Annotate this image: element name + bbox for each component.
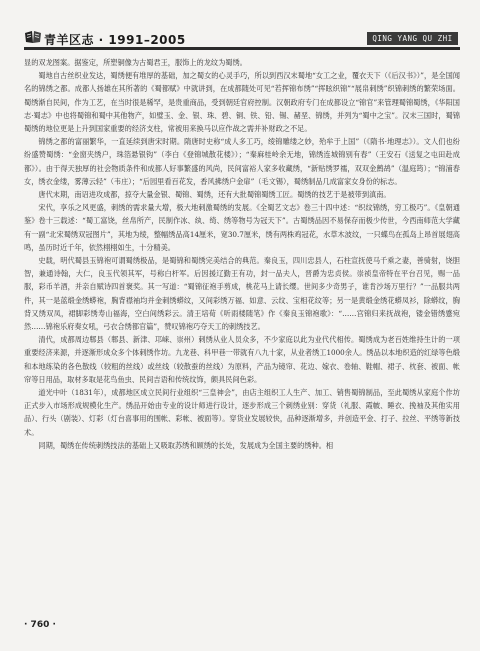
paragraph: 清代，成都周边郫县（郫县、新津、邛崃、崇州）刺绣从业人员众多，不少家庭以此为业代代相传。蜀绣成为老百姓维持生计的一项重要经济来源，并逐渐形成众多个体刺绣作坊。九龙巷、科甲巷一带就有八九十家，从业者绣工1000余人。绣品以本地织造的红绿等色缎和本地练染的各色散线（较粗的丝线）或丝线（较散蚕的丝线）为原料，产品为镜帘、花边、嫁衣、卷轴、鞋帽、裙子、枕套、被面、帐帘等日用品，取材多取是花鸟鱼虫、民间吉语和传统纹饰，颇具民间色彩。: [24, 335, 460, 384]
paragraph: 道光中叶（1831年），成都地区成立民间行业组织“三皇神会”，由店主组织工人生产、加工、销售蜀锦制品，至此蜀绣从家庭个作坊正式步入市场形成规模化生产。绣品开始由专业的设计师进行设计，逐步形成三个刺绣业别：穿货（礼服、霞帔、睡衣、挽袖及其他实用品）、行头（剧装）、灯彩（灯台喜事用的围帐、彩帐、被面等）。穿货业发展较快，品种逐渐增多，并创造平金、打子、拉丝、平绣等新技术。: [24, 388, 460, 437]
book-emblem-icon: [24, 30, 42, 44]
paragraph: 史载，明代蜀县玉锦袍可谓蜀绣极品，是蜀锦和蜀绣完美结合的典范。秦良玉，四川忠县人，石柱宣抚使马千乘之妻，善骑射，饶胆智，兼通诗翰，大仁，良玉代领其军，号称白杆军。后因援辽勤王有功，封一品夫人，晋爵为忠贞侯。崇祯皇帝特在平台召见，赐一品服，彩币羊酒，并亲自赋诗四首褒奖。其一写道：“蜀锦征袍手剪成，桃花马上请长缨。世间多少奇男子，谁肯沙场万里行？”一品服共两件，其一是蓝缎金绣蟒袍，胸背襟袖均并金刺绣蟒纹，又间彩绣万福、如意、云纹、宝相花纹等；另一是黄缎金绣花蟒凤衫，除蟒纹，胸背又绣双凤，裙脚彩绣寿山福海，空白间绣彩云。清王培荀《听雨楼随笔》作《秦良玉锦袍歌》：“……宫锦归来抚战袍，镂金错绣蹙宛然……锦袍乐府奏女吼，弓衣合绣都官篇”，赞叹锦袍巧夺天工的刺绣技艺。: [24, 256, 460, 332]
header-badge: QING YANG QU ZHI: [367, 32, 458, 45]
page-number: · 760 ·: [24, 620, 56, 630]
body-text: [24, 56, 460, 616]
paragraph: 蜀地自古丝织业发达，蜀绣便有堆厚的基础，加之蜀女的心灵手巧，所以到西汉末蜀地“女工之业，覆衣天下（《后汉书》）”，是全国闻名的锦绣之都。成都人扬雄在其所著的《蜀都赋》中就讲到，在成都随处可见“若挥锦布绣”“挥眩织锦”“展帛刺绣”织锦刺绣的繁荣场面。蜀绣渐自民间，作为工艺，在当时很是稀罕，是贵重商品，受到朝廷官府控制。汉朝政府专门在成都设立“锦官”来管理蜀锦蜀绣，《华阳国志·蜀志》中也将蜀锦和蜀中其他物产，如璧玉、金、银、珠、碧、铜、铁、铅、锡、赭垩、锦绣，并列为“蜀中之宝”。汉末三国时，蜀锦蜀绣的地位更是上升到国家重要的经济支柱，常被用来换马以应作战之需并补财政之不足。: [24, 71, 460, 134]
header-rule: [24, 47, 460, 50]
page-header: [0, 0, 480, 52]
paragraph: 宋代，享乐之风更盛，刺绣的需求量大增，极大地刺激蜀绣的发展。《全蜀艺文志》卷三十四中述：“织纹锦绣，穷工极巧”。《皇朝通鉴》卷十三载述：“蜀工富饶，丝帛所产，民制作冰、纨、绮、绣等物号为冠天下”。古蜀绣品因不易保存而极少传世，今西南师范大学藏有一副“北宋蜀绣双冠图片”，其地为绫，整幅绣品高14厘米，宽30.7厘米，绣有两株鸡冠花，水草木波纹，一只蝶鸟在孤岛上昂首展翅高鸣，虽历时近千年，依然栩栩如生，十分精美。: [24, 203, 460, 252]
paragraph: 锦绣之都的富丽繁华，一直延续到唐宋时期。隋唐时史称“成人多工巧，绫锦雕缕之妙，殆牟于上国”（《隋书·地理志》）。文人们也纷纷盛赞蜀绣：“金窗夹绣户，珠箔悬银钩”（李白《登锦城散花楼》）；“秦麻桂岭余无地，锦绣连城锦别有春”（王安石《送复之屯田赴成都》）。由于得天独厚的社会物质条件和成都人好事繁盛的风尚，民间富裕人家多收藏绣，“新贴绣罗襦，双双金鹧鸪”（温庭筠）；“锦浦春女，绣衣金缕，雾薄云轻”（韦庄）；“后园里看百花发，香风拂绣户金扉”（毛文锡），蜀绣制品几成富家女身份的标志。: [24, 137, 460, 186]
paragraph: 显的双龙图案。据鉴定，所塑铜像为古蜀君王，服饰上的龙纹为蜀绣。: [24, 58, 247, 67]
paragraph: 同期，蜀绣在传统刺绣技法的基础上又吸取苏绣和顾绣的长处，发展成为全国主要的绣种。相: [38, 440, 334, 450]
paragraph: 唐代末期，南诏进攻成都，掠夺大量金银、蜀锦、蜀绣，还有大批蜀锦蜀绣工匠。蜀绣的技艺于是被带到滇南。: [38, 190, 391, 200]
header-title: 青羊区志 · 1991–2005: [44, 33, 186, 47]
